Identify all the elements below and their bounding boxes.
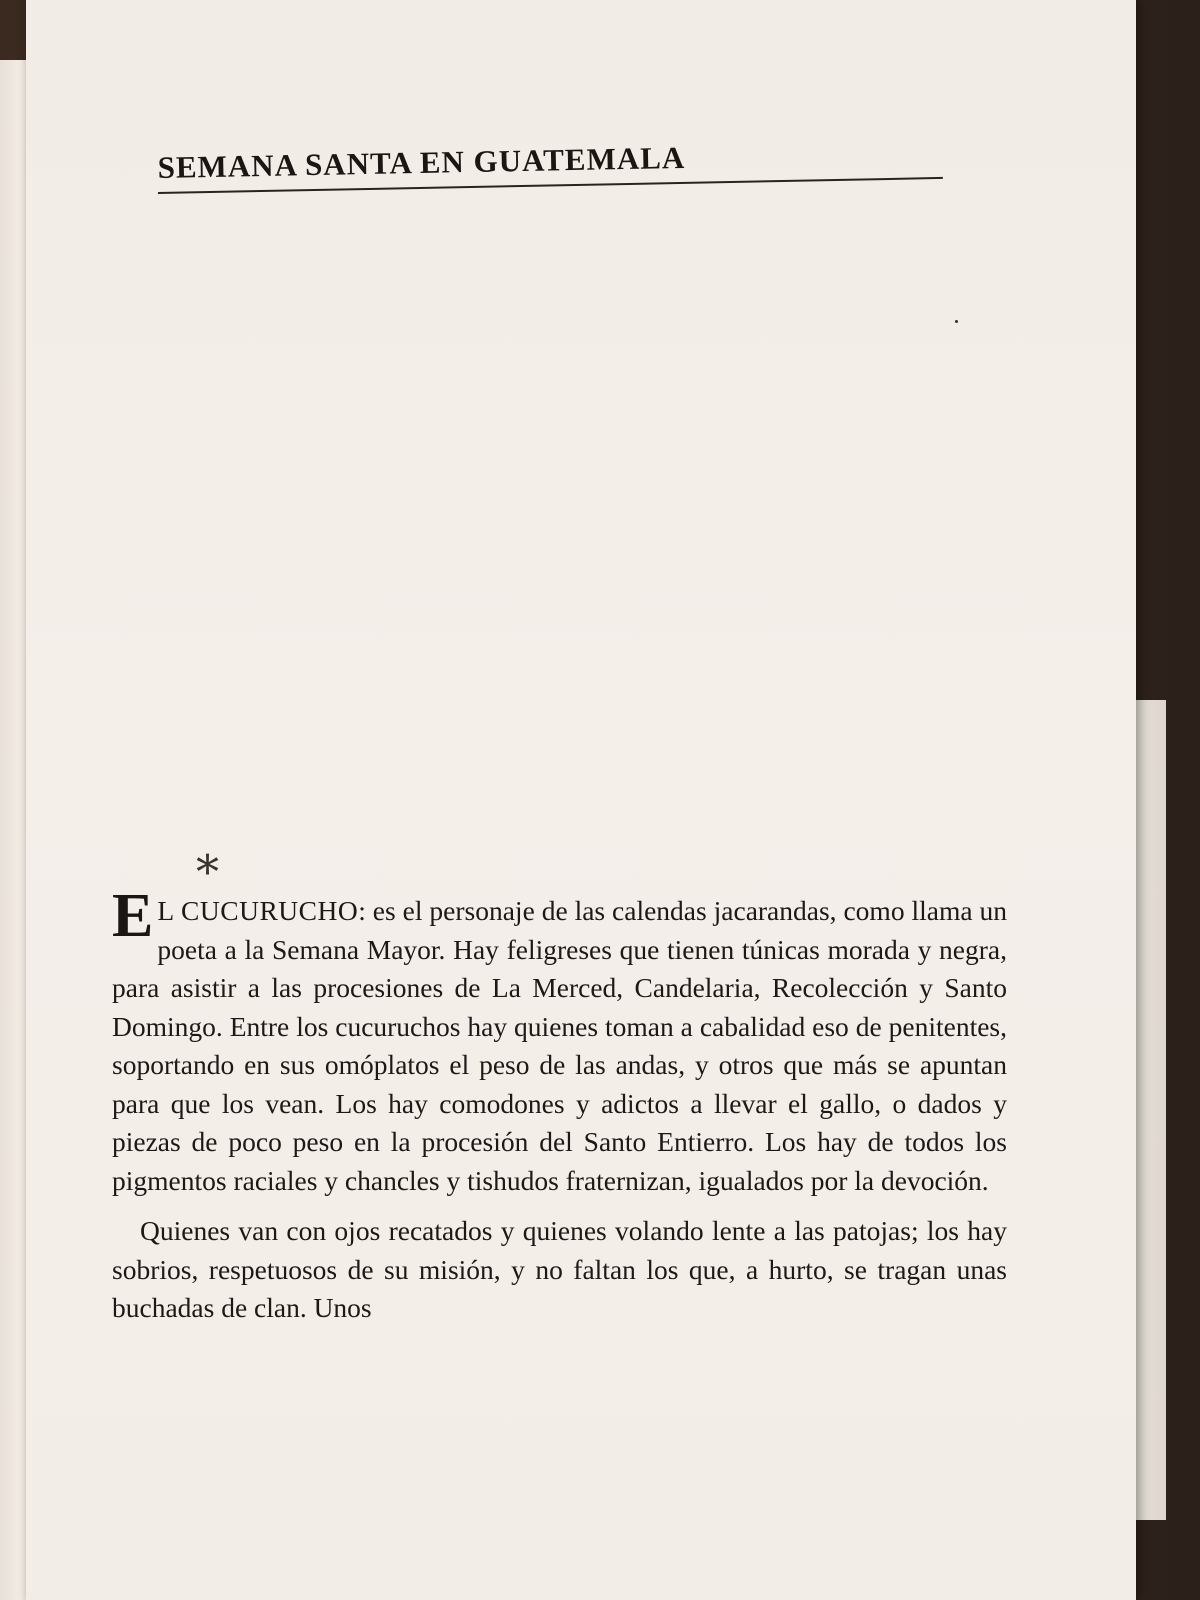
paragraph-1-text: : es el personaje de las calendas jacarandas, como llama un poeta a la Semana Mayor. Hay feligreses que tienen túnicas morada y negra, para asistir a las procesiones de La Merced, Candelaria, Recolección y Santo Domingo. Entre los cucuruchos hay quienes toman a cabalidad eso de penitentes, soportando en sus omóplatos el peso de las andas, y otros que más se apuntan para que los vean. Los hay comodones y adictos a llevar el gallo, o dados y piezas de poco peso en la procesión del Santo Entierro. Los hay de todos los pigmentos raciales y chancles y tishudos fraternizan, igualados por la devoción. [112, 895, 1007, 1196]
body-text [112, 882, 1007, 1328]
running-header [157, 139, 958, 186]
lead-word: L CUCURUCHO [157, 895, 359, 926]
paragraph-2-text: Quienes van con ojos recatados y quienes volando lente a las patojas; los hay sobrios, respetuosos de su misión, y no faltan los que, a hurto, se tragan unas buchadas de clan. Unos [112, 1215, 1007, 1323]
handwritten-asterisk-icon: ⁎ [196, 832, 219, 883]
drop-cap: E [112, 882, 154, 950]
paragraph-1 [112, 882, 1007, 1200]
page-title: SEMANA SANTA EN GUATEMALA [157, 139, 686, 186]
paragraph-2 [112, 1212, 1007, 1328]
speck [955, 320, 958, 323]
book-page [26, 0, 1136, 1600]
